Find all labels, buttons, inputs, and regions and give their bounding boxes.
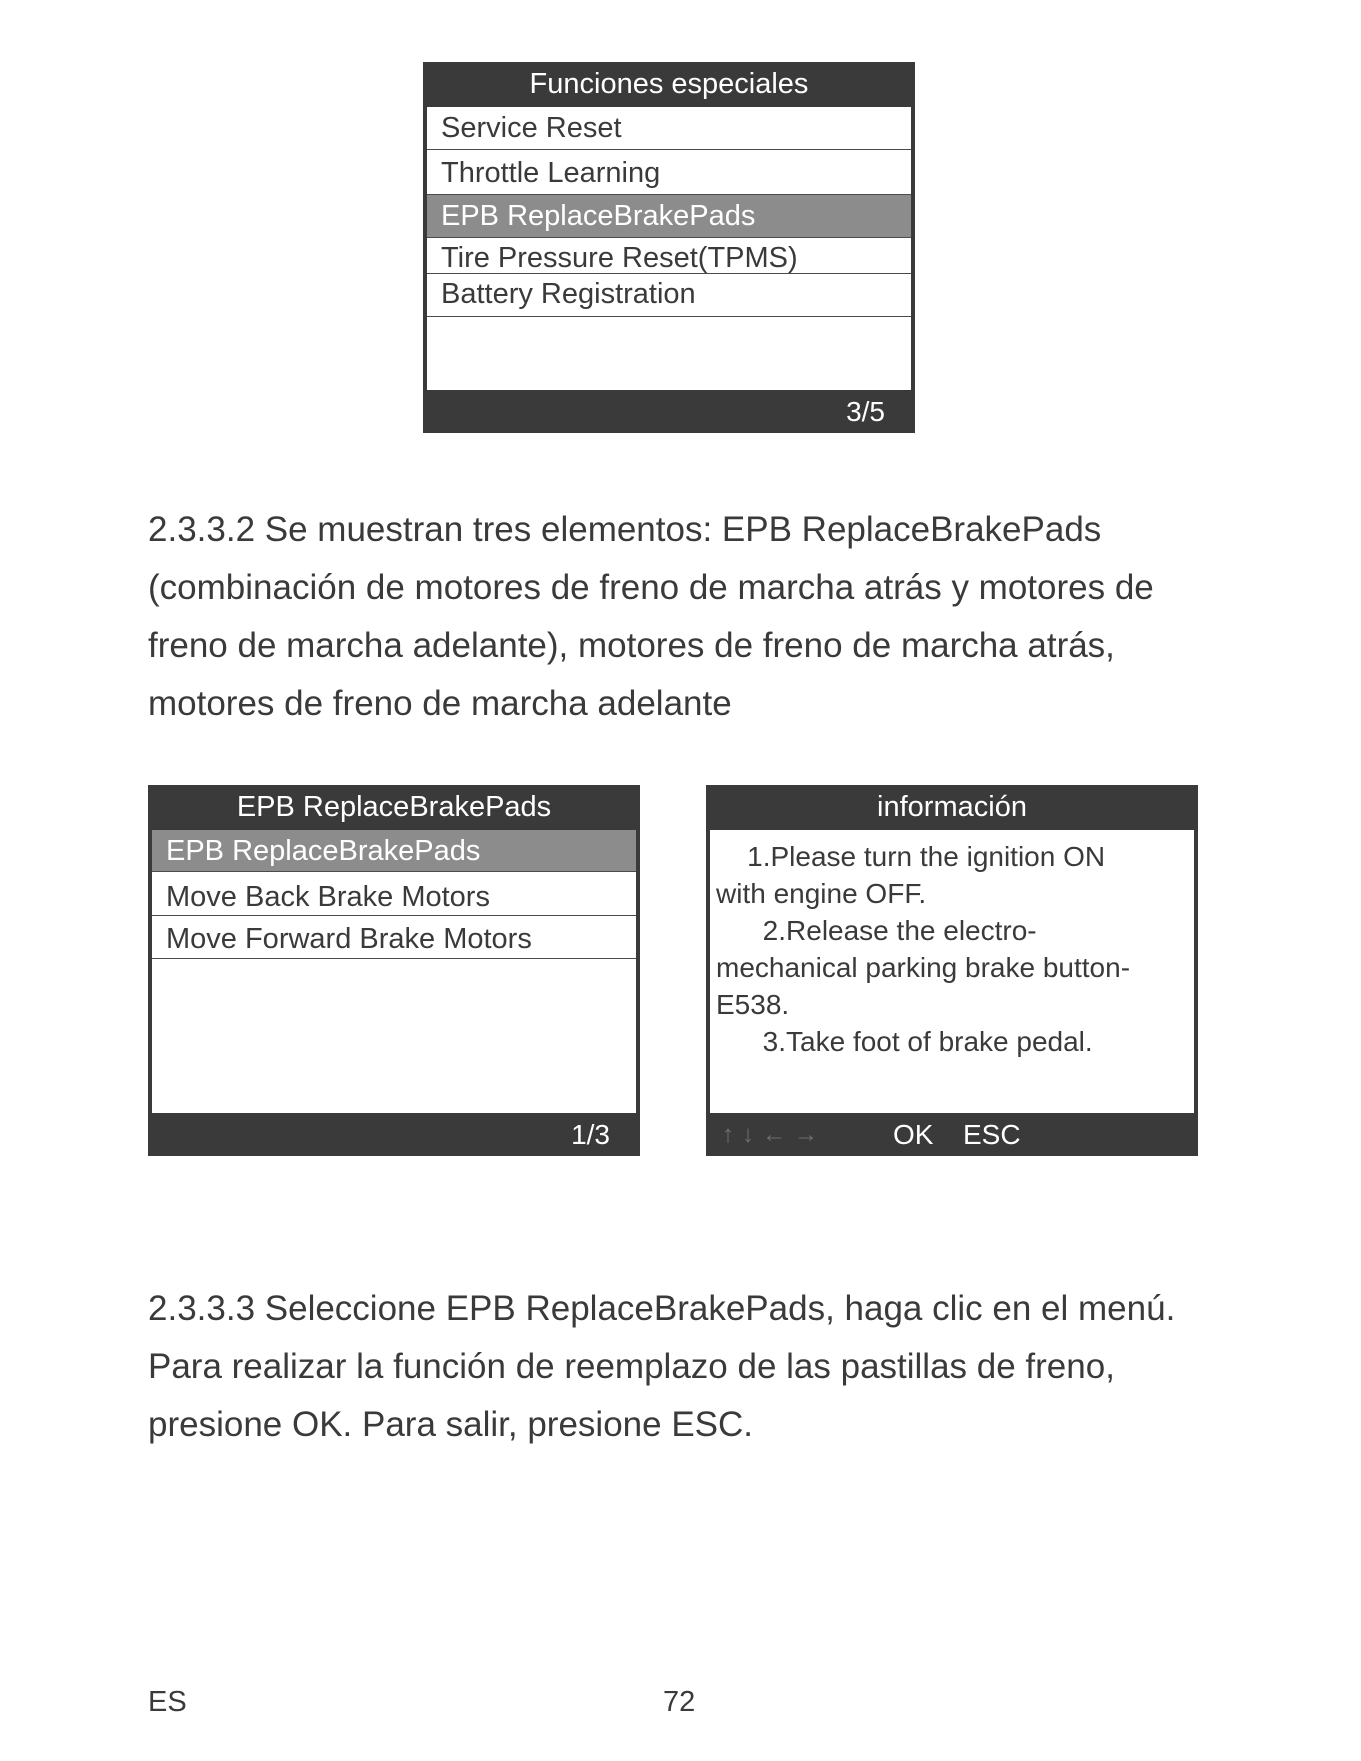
info-line: with engine OFF. [716, 878, 927, 909]
page-number: 72 [663, 1686, 696, 1718]
info-line: 1.Please turn the ignition ON [716, 841, 1106, 872]
info-instructions [710, 830, 1194, 1060]
menu-item-epb-replace-brake-pads[interactable]: EPB ReplaceBrakePads [152, 830, 636, 872]
screen-footer [706, 1114, 1198, 1156]
paragraph-2-3-3-2: 2.3.3.2 Se muestran tres elementos: EPB ReplaceBrakePads (combinación de motores de freno de marcha atrás y motores de freno de marcha adelante), motores de freno de marcha atrás, motores de freno de marcha adelante [148, 510, 1154, 723]
info-line: 3.Take foot of brake pedal. [716, 1026, 1093, 1057]
screen-footer [148, 1114, 640, 1156]
paragraph-2-3-3-3: 2.3.3.3 Seleccione EPB ReplaceBrakePads, haga clic en el menú. Para realizar la función de reemplazo de las pastillas de freno, presione OK. Para salir, presione ESC. [148, 1289, 1176, 1444]
screen-title: información [877, 791, 1027, 823]
menu-item-move-back-brake-motors[interactable]: Move Back Brake Motors [152, 872, 636, 916]
arrow-keys-icon: ↑↓←→ [722, 1121, 826, 1148]
menu-item-move-forward-brake-motors[interactable]: Move Forward Brake Motors [152, 916, 636, 959]
ok-button[interactable]: OK [893, 1119, 934, 1150]
page-indicator: 3/5 [846, 396, 885, 427]
info-body [710, 830, 1194, 1113]
esc-button[interactable]: ESC [963, 1119, 1021, 1150]
menu-list [152, 830, 636, 1113]
screen-title: EPB ReplaceBrakePads [236, 791, 552, 823]
screen-title: Funciones especiales [529, 68, 809, 100]
language-code: ES [148, 1686, 187, 1718]
page-indicator: 1/3 [571, 1119, 610, 1150]
epb-menu-screen [148, 785, 640, 1156]
menu-item-service-reset[interactable]: Service Reset [427, 107, 911, 150]
info-screen [706, 785, 1198, 1156]
info-line: 2.Release the electro- [716, 915, 1037, 946]
info-line: mechanical parking brake button- [716, 952, 1131, 983]
menu-list [427, 107, 911, 390]
special-functions-screen [423, 62, 915, 433]
menu-item-battery-registration[interactable]: Battery Registration [427, 274, 911, 317]
menu-item-tire-pressure-reset[interactable]: Tire Pressure Reset(TPMS) [427, 238, 911, 274]
screen-footer [423, 391, 915, 433]
menu-item-epb-replace-brake-pads[interactable]: EPB ReplaceBrakePads [427, 195, 911, 238]
menu-item-throttle-learning[interactable]: Throttle Learning [427, 150, 911, 195]
info-line: E538. [716, 989, 790, 1020]
